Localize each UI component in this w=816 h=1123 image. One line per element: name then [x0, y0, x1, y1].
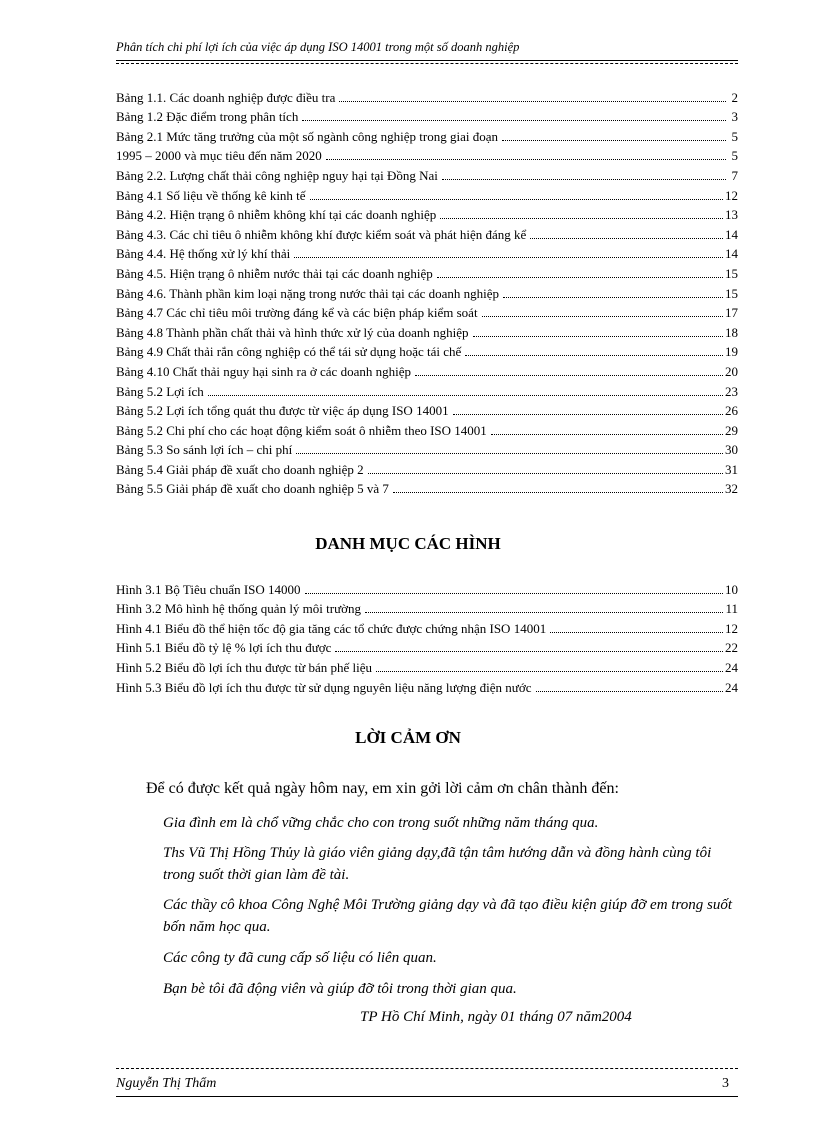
- figure-entry-page: 24: [725, 679, 738, 695]
- table-entry-page: 3: [731, 109, 738, 125]
- table-entry: [116, 262, 738, 282]
- figure-entry-label: Hình 3.2 Mô hình hệ thống quản lý môi trường: [116, 601, 362, 617]
- acknowledgement-heading: LỜI CẢM ƠN: [355, 728, 461, 747]
- table-entry-label: Bảng 4.8 Thành phần chất thải và hình thức xử lý của doanh nghiệp: [116, 324, 469, 340]
- figure-entry-label: Hình 4.1 Biểu đồ thể hiện tốc độ gia tăng các tổ chức được chứng nhận ISO 14001: [116, 620, 547, 636]
- table-entry: [116, 204, 738, 224]
- table-entry-page: 12: [725, 187, 738, 203]
- table-entry: [116, 282, 738, 302]
- figure-entry-label: Hình 5.2 Biểu đồ lợi ích thu được từ bán phế liệu: [116, 659, 373, 675]
- dot-leader: [536, 691, 724, 692]
- dot-leader: [491, 434, 723, 435]
- figure-entry-label: Hình 5.1 Biểu đồ tỷ lệ % lợi ích thu được: [116, 640, 332, 656]
- table-entry-label: Bảng 4.7 Các chỉ tiêu môi trường đáng kể và các biện pháp kiểm soát: [116, 305, 478, 321]
- table-entry-page: 29: [725, 422, 738, 438]
- table-entry: [116, 106, 738, 126]
- table-entry-label: Bảng 4.6. Thành phần kim loại nặng trong nước thải tại các doanh nghiệp: [116, 285, 500, 301]
- figure-entry-page: 12: [725, 620, 738, 636]
- footer-page-number: 3: [722, 1076, 729, 1091]
- figures-heading: DANH MỤC CÁC HÌNH: [315, 534, 501, 553]
- table-entry: [116, 400, 738, 420]
- acknowledgement-item: Các thầy cô khoa Công Nghệ Môi Trường giảng dạy và đã tạo điều kiện giúp đỡ em trong suốt bốn năm học qua.: [163, 897, 732, 935]
- table-entry-page: 23: [725, 383, 738, 399]
- table-of-tables: [116, 86, 738, 497]
- table-entry-page: 26: [725, 403, 738, 419]
- dot-leader: [482, 316, 723, 317]
- table-entry: [116, 302, 738, 322]
- dot-leader: [365, 612, 723, 613]
- dot-leader: [208, 395, 723, 396]
- table-entry: [116, 419, 738, 439]
- footer-rule: [116, 1096, 738, 1097]
- running-header: Phân tích chi phí lợi ích của việc áp dụng ISO 14001 trong một số doanh nghiệp: [116, 40, 520, 54]
- table-entry: [116, 360, 738, 380]
- table-entry: [116, 223, 738, 243]
- dot-leader: [335, 651, 723, 652]
- dot-leader: [415, 375, 723, 376]
- figure-entry: [116, 598, 738, 618]
- table-entry-page: 7: [731, 167, 738, 183]
- figure-entry-page: 22: [725, 640, 738, 656]
- figure-entry: [116, 656, 738, 676]
- dot-leader: [296, 453, 723, 454]
- table-entry-page: 15: [725, 285, 738, 301]
- acknowledgement-item: Các công ty đã cung cấp số liệu có liên quan.: [163, 950, 437, 966]
- dot-leader: [294, 257, 723, 258]
- table-entry-label: Bảng 4.5. Hiện trạng ô nhiễm nước thải tại các doanh nghiệp: [116, 265, 433, 281]
- table-entry-page: 31: [725, 461, 738, 477]
- table-entry-page: 18: [725, 324, 738, 340]
- dot-leader: [453, 414, 723, 415]
- dot-leader: [440, 218, 723, 219]
- table-entry-label: Bảng 5.2 Chi phí cho các hoạt động kiểm soát ô nhiễm theo ISO 14001: [116, 422, 487, 438]
- table-entry: [116, 164, 738, 184]
- footer-author: Nguyễn Thị Thẩm: [116, 1076, 217, 1091]
- acknowledgement-lead: Để có được kết quả ngày hôm nay, em xin gởi lời cảm ơn chân thành đến:: [146, 780, 619, 797]
- table-entry: [116, 125, 738, 145]
- table-entry-page: 2: [731, 89, 738, 105]
- table-entry-label: Bảng 2.2. Lượng chất thải công nghiệp nguy hại tại Đồng Nai: [116, 167, 438, 183]
- table-entry-label: 1995 – 2000 và mục tiêu đến năm 2020: [116, 148, 322, 164]
- table-entry-page: 32: [725, 481, 738, 497]
- dot-leader: [502, 140, 726, 141]
- table-entry: [116, 243, 738, 263]
- acknowledgement-signoff: TP Hồ Chí Minh, ngày 01 tháng 07 năm2004: [360, 1009, 632, 1025]
- dot-leader: [393, 492, 723, 493]
- dot-leader: [437, 277, 723, 278]
- dot-leader: [465, 355, 723, 356]
- table-entry: [116, 184, 738, 204]
- table-entry-page: 15: [725, 265, 738, 281]
- acknowledgement-item: Ths Vũ Thị Hồng Thủy là giáo viên giảng dạy,đã tận tâm hướng dẫn và đồng hành cùng tôi trong suốt thời gian làm đề tài.: [163, 845, 712, 883]
- acknowledgement-item: Bạn bè tôi đã động viên và giúp đỡ tôi trong thời gian qua.: [163, 981, 517, 997]
- figure-entry: [116, 637, 738, 657]
- table-entry-page: 5: [731, 148, 738, 164]
- dot-leader: [339, 101, 726, 102]
- table-entry-page: 20: [725, 363, 738, 379]
- table-entry: [116, 341, 738, 361]
- table-entry-label: Bảng 5.3 So sánh lợi ích – chi phí: [116, 442, 293, 458]
- figure-entry-label: Hình 3.1 Bộ Tiêu chuẩn ISO 14000: [116, 581, 301, 597]
- table-entry: [116, 439, 738, 459]
- table-entry-label: Bảng 5.4 Giải pháp đề xuất cho doanh nghiệp 2: [116, 461, 364, 477]
- figure-entry: [116, 578, 738, 598]
- dot-leader: [326, 159, 726, 160]
- table-of-figures: [116, 578, 738, 696]
- table-entry-label: Bảng 5.5 Giải pháp đề xuất cho doanh nghiệp 5 và 7: [116, 481, 389, 497]
- table-entry-page: 5: [731, 128, 738, 144]
- dot-leader: [310, 199, 723, 200]
- figure-entry-label: Hình 5.3 Biểu đồ lợi ích thu được từ sử dụng nguyên liệu năng lượng điện nước: [116, 679, 532, 695]
- table-entry-page: 14: [725, 246, 738, 262]
- figure-entry-page: 10: [725, 581, 738, 597]
- table-entry-label: Bảng 1.1. Các doanh nghiệp được điều tra: [116, 89, 336, 105]
- dot-leader: [368, 473, 723, 474]
- figure-entry-page: 24: [725, 659, 738, 675]
- table-entry: [116, 86, 738, 106]
- dot-leader: [530, 238, 723, 239]
- table-entry-page: 30: [725, 442, 738, 458]
- table-entry-label: Bảng 4.3. Các chỉ tiêu ô nhiễm không khí được kiểm soát và phát hiện đáng kể: [116, 226, 527, 242]
- table-entry-page: 19: [725, 344, 738, 360]
- dot-leader: [442, 179, 726, 180]
- header-rule: [116, 60, 738, 61]
- dot-leader: [302, 120, 726, 121]
- table-entry-label: Bảng 4.1 Số liệu về thống kê kinh tế: [116, 187, 306, 203]
- table-entry: [116, 145, 738, 165]
- table-entry-label: Bảng 4.10 Chất thải nguy hại sinh ra ở các doanh nghiệp: [116, 363, 411, 379]
- table-entry: [116, 478, 738, 498]
- table-entry-label: Bảng 4.2. Hiện trạng ô nhiễm không khí tại các doanh nghiệp: [116, 207, 437, 223]
- header-rule-dashed: [116, 63, 738, 64]
- table-entry-label: Bảng 4.9 Chất thải rắn công nghiệp có thể tái sử dụng hoặc tái chế: [116, 344, 462, 360]
- table-entry-page: 13: [725, 207, 738, 223]
- dot-leader: [376, 671, 723, 672]
- figure-entry: [116, 617, 738, 637]
- dot-leader: [550, 632, 723, 633]
- footer-rule-dashed: [116, 1068, 738, 1069]
- dot-leader: [305, 593, 723, 594]
- table-entry-label: Bảng 5.2 Lợi ích tổng quát thu được từ việc áp dụng ISO 14001: [116, 403, 449, 419]
- dot-leader: [473, 336, 724, 337]
- table-entry-label: Bảng 1.2 Đặc điểm trong phân tích: [116, 109, 299, 125]
- table-entry-label: Bảng 2.1 Mức tăng trưởng của một số ngành công nghiệp trong giai đoạn: [116, 128, 499, 144]
- table-entry: [116, 458, 738, 478]
- table-entry-page: 14: [725, 226, 738, 242]
- figure-entry: [116, 676, 738, 696]
- dot-leader: [503, 297, 723, 298]
- table-entry-page: 17: [725, 305, 738, 321]
- table-entry-label: Bảng 4.4. Hệ thống xử lý khí thải: [116, 246, 291, 262]
- table-entry: [116, 380, 738, 400]
- table-entry-label: Bảng 5.2 Lợi ích: [116, 383, 204, 399]
- figure-entry-page: 11: [725, 601, 738, 617]
- table-entry: [116, 321, 738, 341]
- acknowledgement-item: Gia đình em là chổ vững chắc cho con trong suốt những năm tháng qua.: [163, 815, 599, 831]
